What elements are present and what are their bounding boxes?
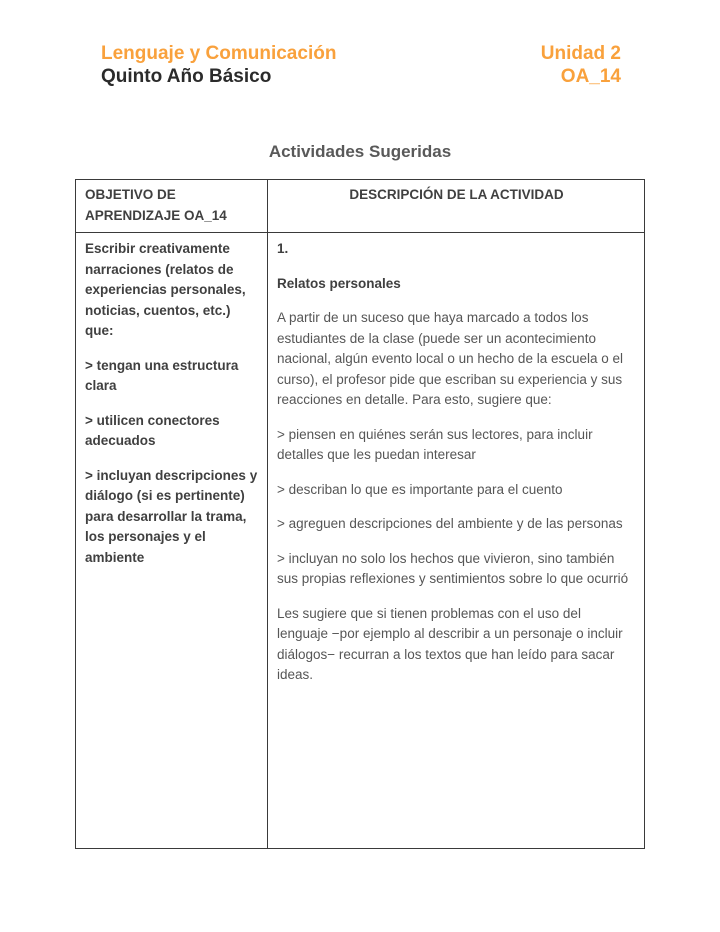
table-header-row (76, 180, 645, 233)
table-body-row (76, 233, 645, 849)
page-title: Actividades Sugeridas (268, 142, 452, 161)
header-left-block (101, 42, 336, 88)
grade-subtitle: Quinto Año Básico (101, 66, 272, 87)
activity-closing: Les sugiere que si tienen problemas con el uso del lenguaje −por ejemplo al describir a un personaje o incluir diálogos− recurran a los textos que han leído para sacar ideas. (277, 605, 623, 682)
objective-cell (76, 233, 268, 849)
activity-bullet: > piensen en quiénes serán sus lectores, para incluir detalles que les puedan interesar (277, 426, 593, 462)
objective-intro: Escribir creativamente narraciones (relatos de experiencias personales, noticias, cuentos, etc.) que: (85, 241, 246, 338)
header-right-block (541, 42, 621, 88)
activity-title: Relatos personales (277, 275, 401, 291)
objective-column-header: OBJETIVO DE APRENDIZAJE OA_14 (76, 180, 268, 233)
activity-cell (268, 233, 645, 849)
activities-table (75, 179, 645, 849)
activity-bullet: > agreguen descripciones del ambiente y de las personas (277, 516, 623, 531)
unit-label: Unidad 2 (540, 43, 621, 64)
description-column-header: DESCRIPCIÓN DE LA ACTIVIDAD (268, 180, 645, 233)
subject-title: Lenguaje y Comunicación (101, 43, 337, 64)
objective-bullet: > incluyan descripciones y diálogo (si es pertinente) para desarrollar la trama, los personajes y el ambiente (85, 467, 258, 565)
oa-code-label: OA_14 (560, 66, 621, 87)
objective-bullet: > utilicen conectores adecuados (85, 412, 220, 448)
activity-number: 1. (277, 241, 289, 256)
activity-intro: A partir de un suceso que haya marcado a todos los estudiantes de la clase (puede ser un acontecimiento nacional, algún evento local o un hecho de la escuela o el curso), el profesor pide que escriban su experiencia y sus reacciones en detalle. Para esto, sugiere que: (277, 310, 624, 407)
document-header (101, 42, 621, 88)
activity-bullet: > incluyan no solo los hechos que vivieron, sino también sus propias reflexiones y sentimientos sobre lo que ocurrió (277, 550, 629, 586)
objective-bullet: > tengan una estructura clara (85, 357, 239, 393)
activity-bullet: > describan lo que es importante para el cuento (277, 481, 563, 497)
